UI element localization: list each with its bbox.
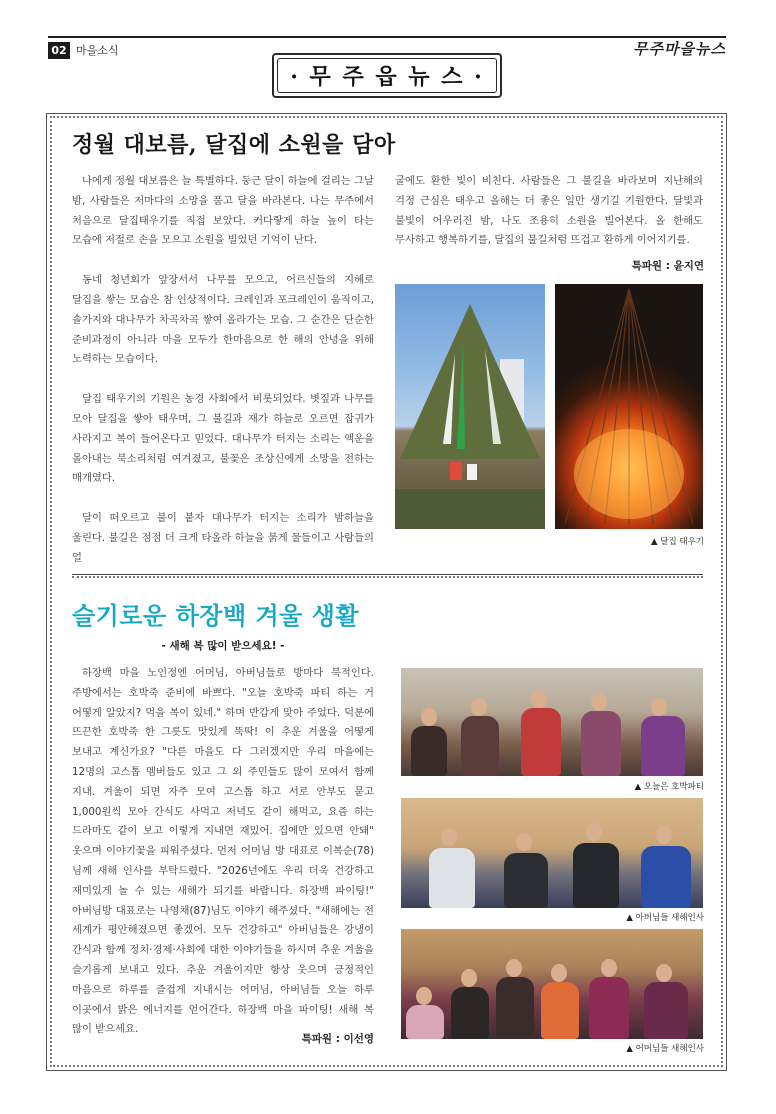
person (441, 828, 457, 846)
article2-paragraph: 하장백 마을 노인정엔 어머님, 아버님들로 방마다 북적인다. 주방에서는 호박죽 준비에 바쁘다. "오늘 호박죽 파티 하는 거 어떻게 알았지? 먹을 복이 있네." 하며 반갑게 맞아 주었다. 덕분에 뜨끈한 호박죽 한 그릇도 맛있게 뚝딱! 이 추운 겨울을 어떻게 보내고 계신가요? "다른 마을도 다 그러겠지만 우리 마을에는 12명의 고스톱 멤버들도 있고 그 외 주민들도 많이 모여서 함께 지내. 겨울이 되면 자주 모여 고스톱 하고 서로 안부도 묻고 1,000원씩 모아 간식도 사먹고 저녁도 같이 해먹고, 요즘 하는 드라마도 같이 보고 이렇게 지내면 재밌어. 집에만 있으면 안돼" 웃으며 이야기꽃을 피워주셨다. 먼저 어머님 방 대표로 이복순(78)님께 새해 인사를 부탁드렸다. "2026년에도 우리 더욱 건강하고 재미있게 놀 수 있는 새해가 되기를 바랍니다. 하장백 파이팅!" 아버님방 대표로는 나영채(87)님도 이야기 해주셨다. "새해에는 전 세계가 평안해졌으면 좋겠어. 모두 건강하고" 아버님들은 강냉이 간식과 함께 정치·경제·사회에 대한 이야기들을 하시며 추운 겨울을 슬기롭게 보내고 있다. 추운 겨울이지만 항상 웃으며 긍정적인 마음으로 하루를 즐겁게 지내시는 어머님, 아버님들 오늘 하루 이곳에서 밝은 에너지를 얻어간다. 하장백 마을 파이팅! 새해 복 많이 받으세요. (72, 667, 374, 1036)
burning-bonfire-photo (555, 284, 703, 529)
offering-item (467, 464, 477, 480)
article1-paragraph: 동네 청년회가 앞장서서 나무를 모으고, 어르신들의 지혜로 달집을 쌓는 모습은 참 인상적이다. 크레인과 포크레인이 움직이고, 솔가지와 대나무가 차곡차곡 쌓여 올라가는 모습. 그 순간은 단순한 준비과정이 아니라 마을 모두가 한마음으로 한 해의 안녕을 위해 노력하는 모습이다. (72, 274, 374, 366)
person (461, 969, 477, 987)
section-banner (272, 53, 502, 98)
person (581, 711, 621, 776)
offering-item (450, 462, 462, 480)
top-rule (48, 36, 726, 38)
person (416, 987, 432, 1005)
bamboo-pile (395, 489, 545, 529)
fathers-greeting-photo (401, 798, 703, 908)
article1-column2 (395, 172, 703, 251)
pumpkin-party-photo (401, 668, 703, 776)
mothers-greeting-photo (401, 929, 703, 1039)
person (429, 848, 475, 908)
person (406, 1005, 444, 1039)
article-divider (72, 574, 703, 578)
fire-illustration (555, 284, 703, 529)
photo-caption: ▲ 달집 태우기 (651, 537, 704, 547)
person (451, 987, 489, 1039)
person (656, 826, 672, 844)
person (573, 843, 619, 908)
article1-paragraph: 나에게 정월 대보름은 늘 특별하다. 둥근 달이 하늘에 걸리는 그날 밤, 사람들은 저마다의 소망을 품고 달을 바라본다. 나는 무주에서 처음으로 달집태우기를 직접 보았다. 커다랗게 하늘 높이 타는 모습에 저절로 손을 모으고 소원을 빌었던 기억이 난다. (72, 175, 374, 247)
person (601, 959, 617, 977)
person (651, 698, 667, 716)
article1-paragraph: 달집 태우기의 기원은 농경 사회에서 비롯되었다. 볏짚과 나무를 모아 달집을 쌓아 태우며, 그 불길과 재가 하늘로 오르면 잡귀가 사라지고 복이 들어온다고 믿었다. 대나무가 터지는 소리는 액운을 몰아내는 북소리처럼 여겨졌고, 불꽃은 조상신에게 소망을 전하는 매개였다. (72, 393, 374, 485)
person (644, 982, 688, 1039)
article1-reporter: 특파원 : 윤지연 (631, 260, 704, 272)
person (421, 708, 437, 726)
person (531, 690, 547, 708)
bonfire-structure-photo (395, 284, 545, 529)
photo-caption: ▲ 오늘은 호박파티 (634, 782, 704, 792)
person (551, 964, 567, 982)
person (591, 693, 607, 711)
article2-body (72, 664, 374, 1040)
person (641, 846, 691, 908)
person (504, 853, 548, 908)
person (586, 823, 602, 841)
person (496, 977, 534, 1039)
photo-caption: ▲ 어머님들 새해인사 (626, 1044, 704, 1054)
article2-title: 슬기로운 하장백 겨울 생활 (72, 601, 360, 630)
person (411, 726, 447, 776)
masthead-logo: 무주마을뉴스 (633, 40, 726, 58)
person (641, 716, 685, 776)
person (521, 708, 561, 776)
article2-reporter: 특파원 : 이선영 (301, 1033, 374, 1045)
bonfire-illustration (395, 284, 545, 529)
flame-glow (574, 429, 684, 519)
photo-caption: ▲ 아버님들 새해인사 (626, 913, 704, 923)
person (471, 698, 487, 716)
article1-paragraph: 굴에도 환한 빛이 비친다. 사람들은 그 불길을 바라보며 지난해의 걱정 근심은 태우고 올해는 더 좋은 일만 생기길 기원한다. 달빛과 불빛이 어우러진 밤, 나도 조용히 소원을 빌어본다. 올 한해도 무사하고 행복하기를, 달집의 불길처럼 뜨겁고 환하게 이어지기를. (395, 175, 703, 247)
page-number: 02 (48, 42, 70, 59)
person (656, 964, 672, 982)
article1-column1 (72, 172, 374, 569)
person (541, 982, 579, 1039)
person (516, 833, 532, 851)
person (461, 716, 499, 776)
person (506, 959, 522, 977)
article1-paragraph: 달이 떠오르고 불이 붙자 대나무가 터지는 소리가 밤하늘을 울린다. 불길은 점점 더 크게 타올라 하늘을 붉게 물들이고 사람들의 얼 (72, 512, 374, 564)
banner-title: · 무 주 읍 뉴 스 · (290, 64, 484, 90)
article2-subtitle: - 새해 복 많이 받으세요! - (161, 640, 285, 652)
article1-title: 정월 대보름, 달집에 소원을 담아 (72, 132, 396, 158)
section-name: 마을소식 (76, 44, 119, 57)
person (589, 977, 629, 1039)
